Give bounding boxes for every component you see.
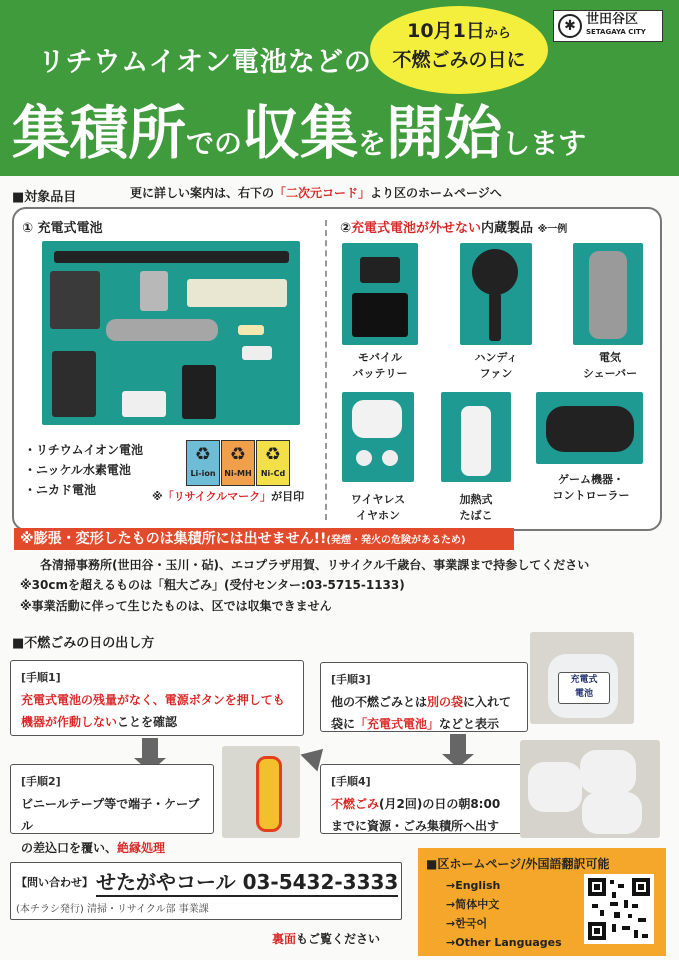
homepage-title: ■区ホームページ/外国語翻訳可能	[426, 857, 610, 871]
recycle-mark-note: ※「リサイクルマーク」が目印	[152, 490, 305, 503]
wireless-earphones-photo	[342, 392, 414, 482]
oversize-note: ※30cmを超えるものは「粗大ごみ」(受付センター:03-5715-1133)	[20, 578, 405, 592]
game-controller-photo	[536, 392, 643, 464]
labeled-bag-photo: 充電式 電池	[530, 632, 634, 724]
arrow-down-icon	[142, 738, 158, 760]
list-item: ・ニッケル水素電池	[24, 463, 131, 477]
header-subtitle: リチウムイオン電池などの	[38, 47, 372, 78]
detail-note: 更に詳しい案内は、右下の「二次元コード」より区のホームページへ	[130, 186, 502, 200]
step1-box: [手順1] 充電式電池の残量がなく、電源ボタンを押しても 機器が作動しないことを確認	[10, 660, 304, 736]
city-emblem-icon: ✱	[558, 14, 582, 38]
setagaya-logo: ✱ 世田谷区 SETAGAYA CITY	[553, 10, 663, 42]
dropoff-note: 各清掃事務所(世田谷・玉川・砧)、エコプラザ用賀、リサイクル千歳台、事業課まで持参してください	[40, 558, 590, 572]
heated-tobacco-photo	[441, 392, 511, 482]
recycle-mark-nimh-icon: ♻ Ni-MH	[221, 440, 255, 486]
product-caption: ハンディ ファン	[474, 351, 518, 380]
language-list	[446, 876, 562, 952]
product-caption: 電気 シェーバー	[582, 351, 638, 380]
handy-fan-photo	[460, 243, 532, 345]
back-page-note: 裏面もご覧ください	[272, 932, 381, 946]
recycle-mark-nicd-icon: ♻ Ni-Cd	[256, 440, 290, 486]
start-date-bubble: 10月1日から 不燃ごみの日に	[370, 6, 548, 94]
product-caption: ゲーム機器・ コントローラー	[552, 473, 630, 502]
builtin-products-title: ②充電式電池が外せない内蔵製品 ※一例	[340, 221, 568, 236]
mobile-battery-photo	[342, 243, 418, 345]
language-link[interactable]: →한국어	[446, 917, 488, 930]
contact-phone-line: せたがやコール 03-5432-3333	[96, 866, 398, 897]
insulation-photo	[222, 746, 300, 838]
list-item: ・リチウムイオン電池	[24, 443, 144, 457]
product-caption: モバイル バッテリー	[352, 351, 408, 380]
language-link[interactable]: →English	[446, 879, 501, 892]
qr-code-icon[interactable]	[584, 874, 654, 944]
battery-photo	[42, 241, 300, 425]
contact-label: 【問い合わせ】	[16, 876, 93, 889]
product-caption: 加熱式 たばこ	[459, 493, 493, 522]
step2-box: [手順2] ビニールテープ等で端子・ケーブル の差込口を覆い、絶縁処理	[10, 764, 214, 834]
language-link[interactable]: →Other Languages	[446, 936, 562, 949]
recycle-mark-liion-icon: ♻ Li-ion	[186, 440, 220, 486]
battery-types-list	[24, 440, 143, 500]
step4-box: [手順4] 不燃ごみ(月2回)の日の朝8:00 までに資源・ごみ集積所へ出す	[320, 764, 526, 834]
step3-box: [手順3] 他の不燃ごみとは別の袋に入れて 袋に「充電式電池」などと表示	[320, 662, 528, 732]
header-title: 集積所での収集を開始します	[12, 99, 587, 167]
bags-at-collection-photo	[520, 740, 660, 838]
language-link[interactable]: →简体中文	[446, 898, 500, 911]
howto-heading: ■不燃ごみの日の出し方	[12, 636, 155, 651]
product-caption: ワイヤレス イヤホン	[350, 493, 406, 522]
panel-divider	[325, 220, 327, 520]
targets-heading: ■対象品目	[12, 190, 77, 205]
list-item: ・ニカド電池	[24, 483, 97, 497]
rechargeable-battery-title: ① 充電式電池	[22, 221, 103, 236]
warning-bar: ※膨張・変形したものは集積所には出せません!!(発煙・発火の危険があるため)	[14, 528, 514, 550]
electric-shaver-photo	[573, 243, 643, 345]
arrow-down-icon	[450, 734, 466, 756]
issuer-note: (本チラシ発行) 清掃・リサイクル部 事業課	[16, 904, 209, 915]
business-note: ※事業活動に伴って生じたものは、区では収集できません	[20, 599, 332, 613]
